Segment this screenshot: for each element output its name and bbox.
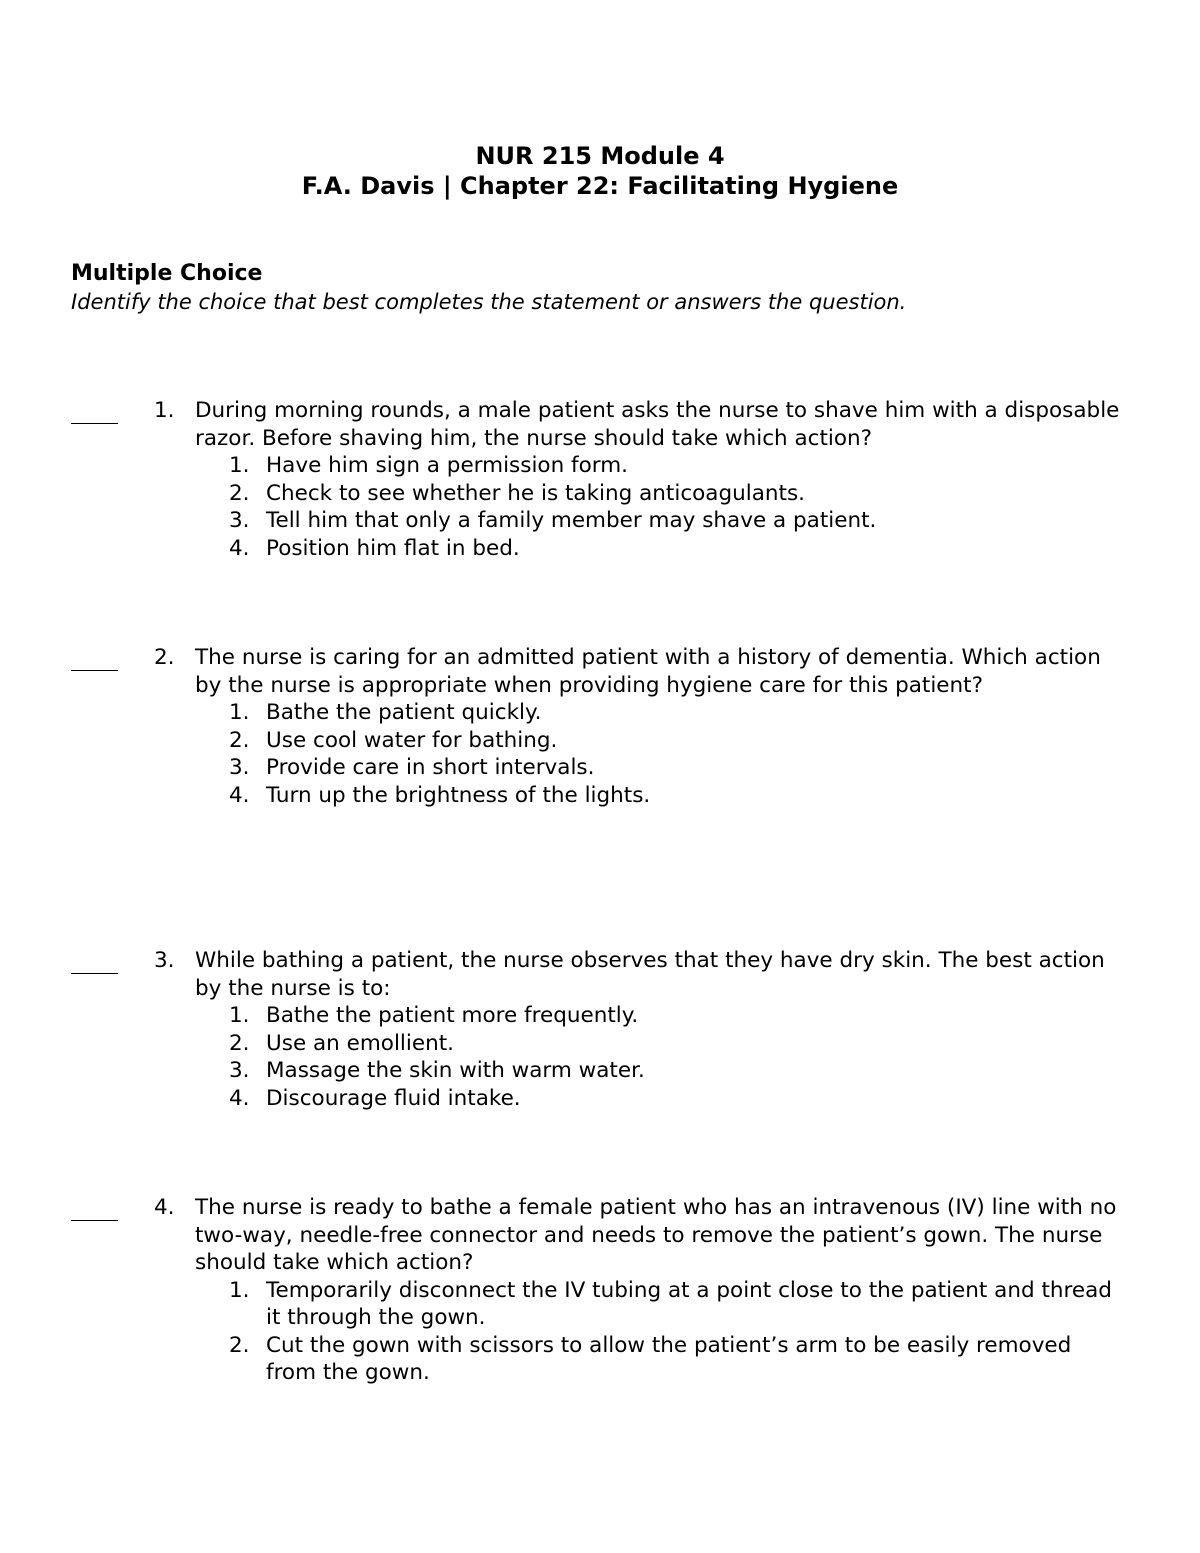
question-stem: During morning rounds, a male patient asks the nurse to shave him with a disposable razor. Before shaving him, the nurse should take which action?	[195, 398, 1120, 451]
option-item	[195, 507, 1125, 535]
option-item	[195, 1332, 1125, 1387]
answer-blank[interactable]	[71, 947, 118, 974]
option-item	[195, 452, 1125, 480]
option-item	[195, 1002, 1125, 1030]
option-number: 3.	[229, 755, 250, 780]
option-text: Position him flat in bed.	[266, 535, 520, 561]
option-text: Check to see whether he is taking anticoagulants.	[266, 480, 805, 506]
option-number: 4.	[229, 1085, 250, 1111]
section-title: Multiple Choice	[71, 261, 263, 286]
option-text: Have him sign a permission form.	[266, 453, 629, 478]
document-header	[0, 141, 1200, 201]
option-text: Massage the skin with warm water.	[266, 1058, 645, 1083]
option-text: Bathe the patient more frequently.	[266, 1003, 639, 1028]
option-item	[195, 1277, 1125, 1332]
document-subtitle: F.A. Davis | Chapter 22: Facilitating Hygiene	[301, 172, 899, 200]
option-item	[195, 535, 1125, 563]
option-number: 1.	[229, 1003, 250, 1028]
option-number: 1.	[229, 1277, 250, 1303]
option-number: 4.	[229, 535, 250, 561]
option-item	[195, 782, 1125, 810]
question-number: 1.	[154, 398, 175, 423]
option-number: 2.	[229, 1332, 250, 1358]
question-number: 3.	[154, 948, 175, 973]
option-item	[195, 1057, 1125, 1085]
option-item	[195, 699, 1125, 727]
section-instructions: Identify the choice that best completes the statement or answers the question.	[71, 290, 907, 314]
answer-blank[interactable]	[71, 397, 118, 424]
option-item	[195, 727, 1125, 755]
question-stem: The nurse is ready to bathe a female patient who has an intravenous (IV) line with no two-way, needle-free connector and needs to remove the patient’s gown. The nurse should take which action?	[195, 1195, 1117, 1275]
document-title: NUR 215 Module 4	[475, 142, 725, 170]
option-item	[195, 1030, 1125, 1058]
option-number: 2.	[229, 727, 250, 753]
option-text: Discourage fluid intake.	[266, 1085, 521, 1111]
option-text: Cut the gown with scissors to allow the patient’s arm to be easily removed from the gown.	[266, 1332, 1072, 1385]
option-text: Use cool water for bathing.	[266, 727, 558, 753]
option-list	[195, 699, 1125, 809]
option-text: Provide care in short intervals.	[266, 755, 595, 780]
option-number: 2.	[229, 480, 250, 506]
option-item	[195, 754, 1125, 782]
option-number: 1.	[229, 700, 250, 725]
option-text: Turn up the brightness of the lights.	[266, 782, 651, 808]
option-item	[195, 480, 1125, 508]
option-number: 1.	[229, 453, 250, 478]
option-number: 3.	[229, 508, 250, 533]
question-stem: The nurse is caring for an admitted patient with a history of dementia. Which action by the nurse is appropriate when providing hygiene care for this patient?	[195, 645, 1101, 698]
option-list	[195, 1277, 1125, 1387]
option-list	[195, 452, 1125, 562]
answer-blank[interactable]	[71, 1194, 118, 1221]
option-text: Temporarily disconnect the IV tubing at a point close to the patient and thread it through the gown.	[266, 1277, 1112, 1330]
option-item	[195, 1085, 1125, 1113]
question-stem: While bathing a patient, the nurse observes that they have dry skin. The best action by the nurse is to:	[195, 948, 1105, 1001]
option-number: 4.	[229, 782, 250, 808]
option-text: Bathe the patient quickly.	[266, 700, 542, 725]
option-number: 2.	[229, 1030, 250, 1056]
option-text: Use an emollient.	[266, 1030, 454, 1056]
option-number: 3.	[229, 1058, 250, 1083]
option-text: Tell him that only a family member may shave a patient.	[266, 508, 877, 533]
answer-blank[interactable]	[71, 644, 118, 671]
question-number: 4.	[154, 1195, 175, 1220]
option-list	[195, 1002, 1125, 1112]
question-number: 2.	[154, 645, 175, 670]
